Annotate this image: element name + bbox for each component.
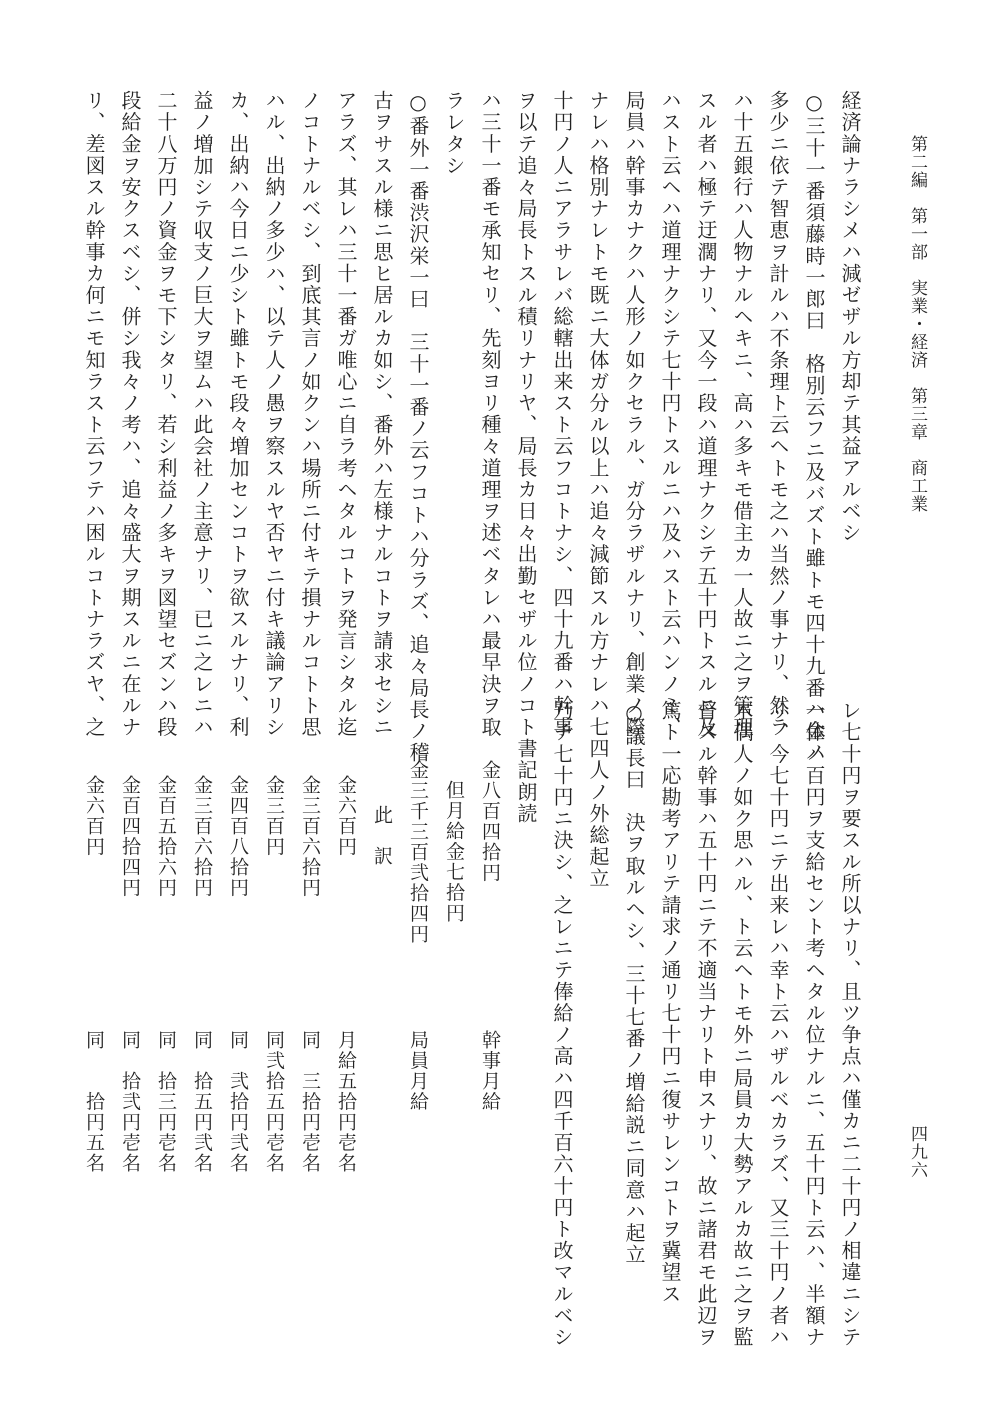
text-line: 四人ノ外総起立 [586,738,610,890]
ledger-detail: 同弐拾五円壱名 [263,1030,285,1174]
running-title: 第二編 第一部 実業・経済 第三章 商工業 [907,135,927,513]
ledger-detail: 同 三拾円壱名 [299,1030,321,1174]
page-number: 四九六 [907,1125,927,1179]
text-line: ハル、出納ノ多少ハ、以テ人ノ愚ヲ察スルヤ否ヤニ付キ議論アリシ [262,90,286,738]
text-line: ラレタシ [442,90,466,177]
text-line: 古ヲサスル様ニ思ヒ居ルカ如シ、番外ハ左様ナルコトヲ請求セシニ [370,90,394,738]
text-line: スル者ハ極テ迂濶ナリ、又今一段ハ道理ナクシテ五十円トスルニ及 [694,90,718,738]
text-line: ノコトナルベシ、到底其言ノ如クンハ場所ニ付キテ損ナルコトト思 [298,90,322,738]
kanji-salary-label: 幹事月給 [479,1030,501,1112]
text-line: ○議長曰 決ヲ取ルヘシ、三十七番ノ増給説ニ同意ハ起立 [622,700,646,1266]
ledger-amount: 金三百六拾円 [191,775,213,898]
text-line: ハ三十一番モ承知セリ、先刻ヨリ種々道理ヲ述ベタレハ最早決ヲ取 [478,90,502,738]
ledger-amount: 金三百六拾円 [299,775,321,898]
text-line: リ、今七十円ニテ出来レハ幸ト云ハザルベカラズ、又三十円ノ者ハ [766,700,790,1348]
text-line: 十円ノ人ニアラサレバ総轄出来スト云フコトナシ、四十九番ハ幹事 [550,90,574,738]
text-line: 督スル幹事ハ五十円ニテ不適当ナリト申スナリ、故ニ諸君モ此辺ヲ [694,700,718,1348]
text-line: ハ十五銀行ハ人物ナルヘキニ、高ハ多キモ借主カ一人故ニ之ヲ管理 [730,90,754,738]
staff-salary-amount: 金三千三百弐拾四円 [407,760,429,945]
ledger-detail: 同 拾弐円壱名 [119,1030,141,1174]
ledger-amount: 金三百円 [263,775,285,857]
text-line: 局員ハ幹事カナクハ人形ノ如クセラル、ガ分ラザルナリ、創業ノ際 [622,90,646,738]
per-month-note: 但月給金七拾円 [443,780,465,924]
text-line: 段給金ヲ安クスベシ、併シ我々ノ考ハ、追々盛大ヲ期スルニ在ルナ [118,90,142,738]
ledger-detail: 同 拾円五名 [83,1030,105,1174]
text-line: 多少ニ依テ智恵ヲ計ルハ不条理ト云ヘトモ之ハ当然ノ事ナリ、然ラ [766,90,790,738]
text-line: カ、出納ハ今日ニ少シト雖トモ段々増加センコトヲ欲スルナリ、利 [226,90,250,738]
text-line: ○番外一番渋沢栄一曰 三十一番ノ云フコトハ分ラズ、追々局長ノ稽 [406,90,430,764]
text-line: 木偶人ノ如ク思ハル、ト云ヘトモ外ニ局員カ大勢アルカ故ニ之ヲ監 [730,700,754,1348]
text-line: 二十八万円ノ資金ヲモ下シタリ、若シ利益ノ多キヲ図望セズンハ段 [154,90,178,738]
text-line: 篤ト一応勘考アリテ請求ノ通リ七十円ニ復サレンコトヲ冀望ス [658,700,682,1305]
text-line: リ、差図スル幹事カ何ニモ知ラスト云フテハ困ルコトナラズヤ、之 [82,90,106,738]
text-line: 書記朗読 [514,738,538,825]
ledger-detail: 同 拾三円壱名 [155,1030,177,1174]
text-line: 経済論ナラシメハ減ゼザル方却テ其益アルベシ [838,90,862,544]
ledger-amount: 金六百円 [83,775,105,857]
ledger-amount: 金六百円 [335,775,357,857]
text-line: レ七十円ヲ要スル所以ナリ、且ツ争点ハ僅カニ二十円ノ相違ニシテ [838,700,862,1348]
text-line: ナレハ格別ナレトモ既ニ大体ガ分ル以上ハ追々減節スル方ナレハ七 [586,90,610,738]
breakdown-label: 此 訳 [371,805,393,867]
ledger-detail: 同 拾五円弐名 [191,1030,213,1174]
ledger-amount: 金百四拾四円 [119,775,141,898]
text-line: ハスト云ヘハ道理ナクシテ七十円トスルニハ及ハスト云ハンノミ、 [658,90,682,738]
text-line: 益ノ増加シテ収支ノ巨大ヲ望ムハ此会社ノ主意ナリ、已ニ之レニハ [190,90,214,738]
text-line: ヲ以テ追々局長トスル積リナリヤ、局長カ日々出勤セザル位ノコト [514,90,538,738]
staff-salary-label: 局員月給 [407,1030,429,1112]
kanji-salary-amount: 金八百四拾円 [479,760,501,883]
text-line: ○三十一番須藤時一郎曰 格別云フニ及バズト雖トモ四十九番ハ金ノ [802,90,826,764]
text-line: 一体ハ百円ヲ支給セント考ヘタル位ナルニ、五十円ト云ハ、半額ナ [802,700,826,1348]
ledger-amount: 金百五拾六円 [155,775,177,898]
text-line: 乃チ七十円ニ決シ、之レニテ俸給ノ高ハ四千百六十円ト改マルベシ [550,700,574,1348]
ledger-amount: 金四百八拾円 [227,775,249,898]
text-line: アラズ、其レハ三十一番ガ唯心ニ自ラ考ヘタルコトヲ発言シタル迄 [334,90,358,738]
ledger-detail: 同 弐拾円弐名 [227,1030,249,1174]
ledger-detail: 月給五拾円壱名 [335,1030,357,1174]
